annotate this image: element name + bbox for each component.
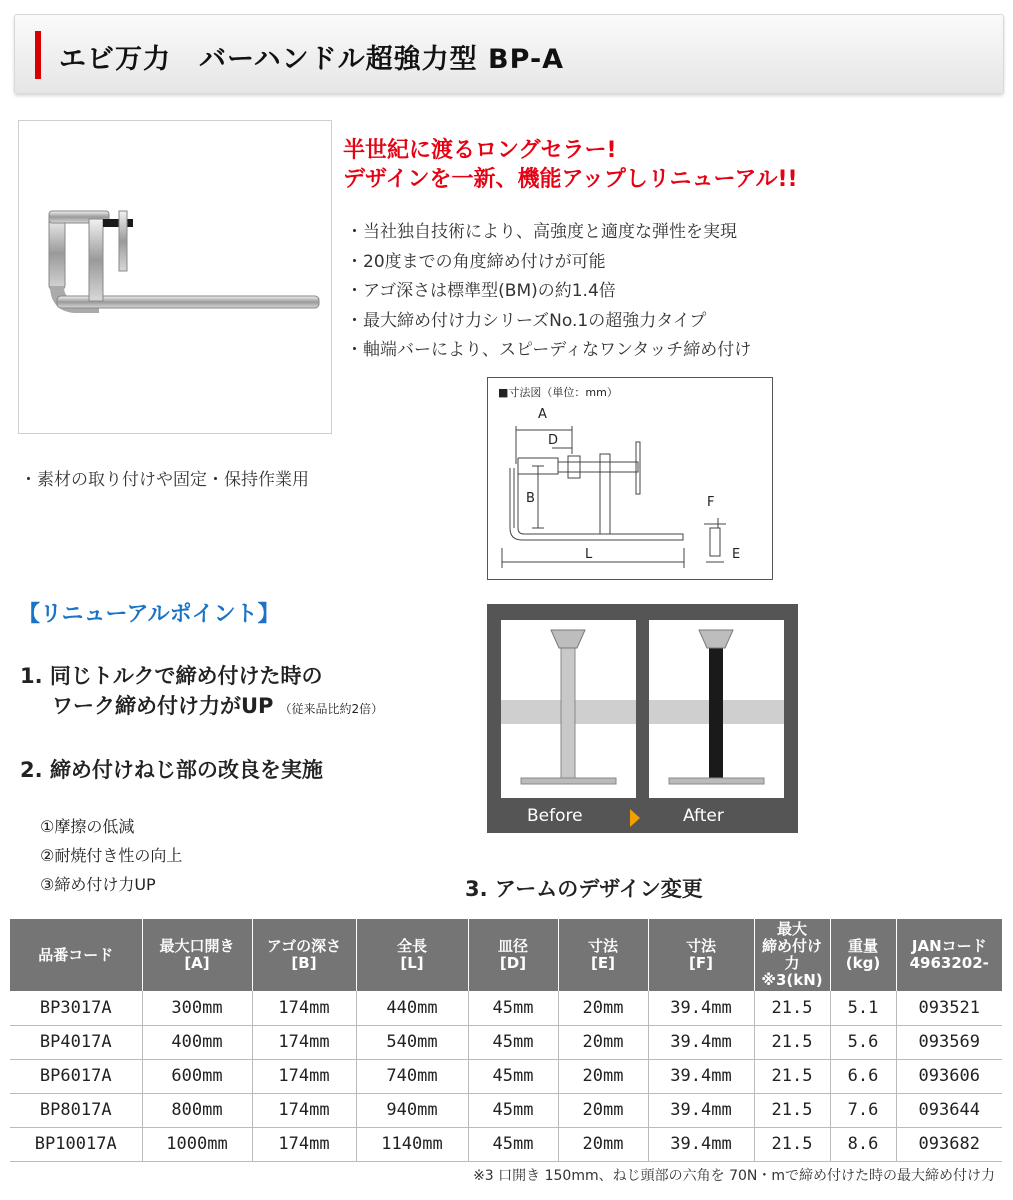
dim-label-B: B [526, 491, 535, 506]
renewal-point-1-text: ワーク締め付け力がUP [52, 694, 274, 718]
renewal-point-1-line2 [52, 690, 383, 720]
col-header-length: 全長 [L] [356, 919, 468, 991]
table-cell: 20mm [558, 1059, 648, 1093]
renewal-sub-item: ③締め付け力UP [40, 875, 156, 894]
table-cell: 20mm [558, 1127, 648, 1161]
table-cell: 174mm [252, 1127, 356, 1161]
table-cell: 174mm [252, 1025, 356, 1059]
before-after-panel [487, 604, 798, 833]
dimension-drawing [488, 378, 774, 581]
table-cell: 20mm [558, 1025, 648, 1059]
table-row [10, 1093, 1002, 1127]
page-header [14, 14, 1004, 94]
table-cell: 39.4mm [648, 1093, 754, 1127]
spec-body [10, 991, 1002, 1161]
dim-label-A: A [538, 407, 547, 422]
renewal-point-1-line1: 1. 同じトルクで締め付けた時の [20, 664, 323, 688]
table-cell: BP4017A [10, 1025, 142, 1059]
table-cell: 174mm [252, 1093, 356, 1127]
table-cell: 39.4mm [648, 991, 754, 1025]
dimension-diagram [487, 377, 773, 580]
table-cell: 093682 [896, 1127, 1002, 1161]
table-cell: 45mm [468, 1127, 558, 1161]
table-cell: BP10017A [10, 1127, 142, 1161]
table-cell: BP3017A [10, 991, 142, 1025]
spec-table [10, 919, 1002, 1162]
table-cell: 21.5 [754, 1093, 830, 1127]
table-cell: 7.6 [830, 1093, 896, 1127]
footnote: ※3 口開き 150mm、ねじ頭部の六角を 70N・mで締め付けた時の最大締め付け力 [473, 1168, 995, 1184]
table-cell: 093521 [896, 991, 1002, 1025]
table-row [10, 991, 1002, 1025]
table-cell: 174mm [252, 1059, 356, 1093]
table-cell: BP8017A [10, 1093, 142, 1127]
table-cell: 45mm [468, 1093, 558, 1127]
table-cell: 21.5 [754, 1059, 830, 1093]
table-cell: 39.4mm [648, 1059, 754, 1093]
feature-item: ・20度までの角度締め付けが可能 [346, 251, 606, 272]
col-header-code: 品番コード [10, 919, 142, 991]
table-cell: BP6017A [10, 1059, 142, 1093]
table-cell: 21.5 [754, 991, 830, 1025]
table-cell: 093569 [896, 1025, 1002, 1059]
feature-item: ・軸端バーにより、スピーディなワンタッチ締め付け [346, 340, 752, 360]
after-label: After [683, 806, 724, 826]
col-header-diameter: 皿径 [D] [468, 919, 558, 991]
table-cell: 8.6 [830, 1127, 896, 1161]
table-cell: 45mm [468, 991, 558, 1025]
table-cell: 45mm [468, 1059, 558, 1093]
feature-list [346, 218, 751, 366]
table-row [10, 1127, 1002, 1161]
table-cell: 20mm [558, 991, 648, 1025]
renewal-point-3: 3. アームのデザイン変更 [465, 877, 703, 901]
table-cell: 093606 [896, 1059, 1002, 1093]
table-cell: 45mm [468, 1025, 558, 1059]
spec-header-row [10, 919, 1002, 991]
feature-item: ・最大締め付け力シリーズNo.1の超強力タイプ [346, 310, 707, 331]
table-cell: 740mm [356, 1059, 468, 1093]
after-image [649, 620, 784, 798]
feature-item: ・当社独自技術により、高強度と適度な弾性を実現 [346, 222, 737, 242]
table-cell: 300mm [142, 991, 252, 1025]
dim-label-F: F [707, 495, 715, 510]
dim-label-D: D [548, 433, 559, 448]
renewal-point-2: 2. 締め付けねじ部の改良を実施 [20, 758, 323, 782]
usage-text: ・素材の取り付けや固定・保持作業用 [20, 470, 309, 490]
renewal-sub-list [40, 812, 182, 899]
dim-label-E: E [732, 547, 741, 562]
table-cell: 400mm [142, 1025, 252, 1059]
table-cell: 21.5 [754, 1127, 830, 1161]
table-cell: 093644 [896, 1093, 1002, 1127]
catchphrase-line1: 半世紀に渡るロングセラー! [343, 138, 617, 163]
renewal-sub-item: ①摩擦の低減 [40, 817, 135, 836]
table-row [10, 1025, 1002, 1059]
table-cell: 20mm [558, 1093, 648, 1127]
col-header-depth: アゴの深さ [B] [252, 919, 356, 991]
catchphrase-line2: デザインを一新、機能アップしリニューアル!! [343, 167, 798, 192]
col-header-force: 最大 締め付け 力※3(kN) [754, 919, 830, 991]
col-header-weight: 重量 (kg) [830, 919, 896, 991]
product-photo [18, 120, 332, 434]
col-header-jan: JANコード 4963202- [896, 919, 1002, 991]
feature-item: ・アゴ深さは標準型(BM)の約1.4倍 [346, 281, 616, 301]
renewal-sub-item: ②耐焼付き性の向上 [40, 846, 183, 865]
table-cell: 39.4mm [648, 1025, 754, 1059]
clamp-image [19, 121, 333, 435]
table-cell: 800mm [142, 1093, 252, 1127]
table-cell: 5.1 [830, 991, 896, 1025]
col-header-dim-f: 寸法 [F] [648, 919, 754, 991]
page-title: エビ万力 バーハンドル超強力型 BP-A [59, 44, 565, 75]
arrow-right-icon [630, 809, 640, 827]
table-cell: 1000mm [142, 1127, 252, 1161]
before-label: Before [527, 806, 583, 826]
table-cell: 940mm [356, 1093, 468, 1127]
dimension-caption: ■寸法図（単位：mm） [498, 386, 618, 399]
renewal-heading: 【リニューアルポイント】 [18, 602, 280, 627]
table-cell: 174mm [252, 991, 356, 1025]
header-accent-bar [35, 31, 41, 79]
table-cell: 1140mm [356, 1127, 468, 1161]
table-cell: 5.6 [830, 1025, 896, 1059]
table-row [10, 1059, 1002, 1093]
col-header-dim-e: 寸法 [E] [558, 919, 648, 991]
table-cell: 540mm [356, 1025, 468, 1059]
catchphrase [343, 136, 798, 194]
before-image [501, 620, 636, 798]
col-header-max-opening: 最大口開き [A] [142, 919, 252, 991]
table-cell: 440mm [356, 991, 468, 1025]
table-cell: 6.6 [830, 1059, 896, 1093]
table-cell: 21.5 [754, 1025, 830, 1059]
table-cell: 600mm [142, 1059, 252, 1093]
renewal-point-1-note: （従来品比約2倍） [279, 702, 384, 716]
table-cell: 39.4mm [648, 1127, 754, 1161]
dim-label-L: L [585, 547, 593, 562]
